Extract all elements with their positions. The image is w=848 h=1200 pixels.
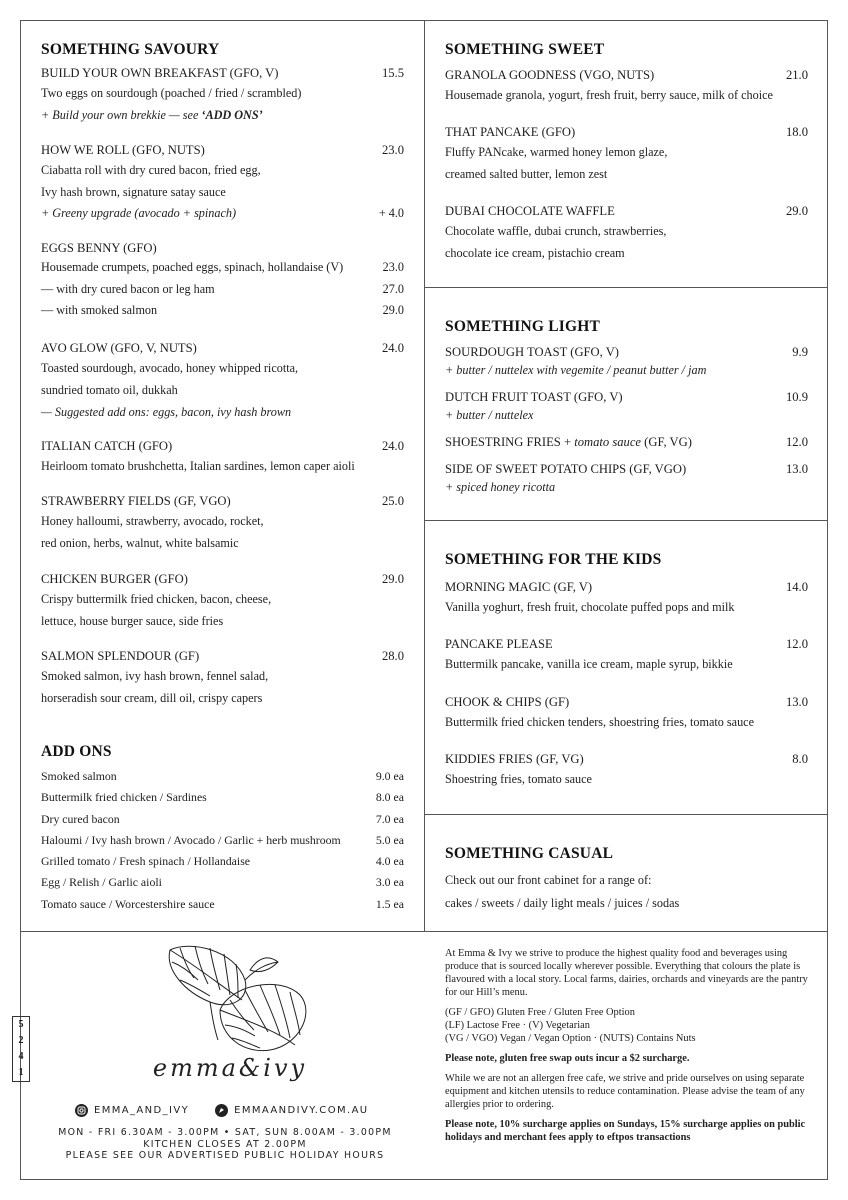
menu-item-build-breakfast [41, 65, 404, 126]
column-divider [424, 20, 425, 931]
menu-item-salmon-splendour [41, 648, 404, 709]
menu-item-how-we-roll [41, 142, 404, 225]
menu-item-dutch-fruit-toast [445, 389, 808, 425]
section-title-sweet: SOMETHING SWEET [445, 41, 605, 58]
website-link[interactable]: EMMAANDIVY.COM.AU [234, 1105, 369, 1116]
menu-item-sweet-potato-chips [445, 461, 808, 497]
item-price: 21.0 [785, 68, 808, 82]
item-name: HOW WE ROLL (GFO, NUTS) [41, 143, 205, 157]
item-price: 9.9 [792, 345, 808, 359]
item-description: Smoked salmon, ivy hash brown, fennel salad, [41, 669, 269, 683]
menu-item-shoestring-fries [445, 434, 808, 451]
item-description: lettuce, house burger sauce, side fries [41, 614, 224, 628]
item-description: Crispy buttermilk fried chicken, bacon, cheese, [41, 592, 272, 606]
item-name: EGGS BENNY (GFO) [41, 241, 157, 255]
item-price: 10.9 [785, 390, 808, 404]
menu-item-kiddies-fries [445, 751, 808, 790]
item-description: creamed salted butter, lemon zest [445, 167, 608, 181]
item-price: 12.0 [785, 435, 808, 449]
menu-item-chook-chips [445, 694, 808, 733]
surcharge-note: Please note, 10% surcharge applies on Sundays, 15% surcharge applies on public holidays and merchant fees apply to eftpos transactions [445, 1119, 806, 1143]
item-description: Ciabatta roll with dry cured bacon, fried egg, [41, 163, 261, 177]
item-price: 23.0 [381, 143, 404, 157]
menu-item-that-pancake [445, 124, 808, 185]
item-name: SOURDOUGH TOAST (GFO, V) [445, 345, 620, 359]
side-number-box: 5 2 4 1 [12, 1016, 30, 1082]
section-title-casual: SOMETHING CASUAL [445, 845, 614, 862]
section-title-savoury: SOMETHING SAVOURY [41, 41, 220, 58]
item-price: 15.5 [381, 66, 404, 80]
item-name: BUILD YOUR OWN BREAKFAST (GFO, V) [41, 66, 279, 80]
item-description: horseradish sour cream, dill oil, crispy capers [41, 691, 263, 705]
item-upgrade: + Greeny upgrade (avocado + spinach) + 4.0 [41, 206, 404, 220]
section-title-add-ons: ADD ONS [41, 743, 112, 760]
item-name: CHOOK & CHIPS (GF) [445, 695, 570, 709]
section-title-light: SOMETHING LIGHT [445, 318, 601, 335]
opening-hours [40, 1127, 410, 1162]
item-description: Shoestring fries, tomato sauce [445, 772, 592, 786]
casual-description: Check out our front cabinet for a range of: cakes / sweets / daily light meals / juices / sodas [445, 873, 680, 910]
item-name: ITALIAN CATCH (GFO) [41, 439, 173, 453]
item-description: Honey halloumi, strawberry, avocado, rocket, [41, 514, 264, 528]
menu-item-pancake-please [445, 636, 808, 675]
item-price: 13.0 [785, 695, 808, 709]
item-option: — with smoked salmon 29.0 [41, 303, 404, 317]
add-on-row: Haloumi / Ivy hash brown / Avocado / Garlic + herb mushroom 5.0 ea [41, 832, 404, 847]
item-description: Buttermilk pancake, vanilla ice cream, maple syrup, bikkie [445, 657, 733, 671]
item-description: Chocolate waffle, dubai crunch, strawberries, [445, 224, 667, 238]
brand-logo-text: emma&ivy [152, 1054, 308, 1082]
allergen-statement: While we are not an allergen free cafe, we strive and pride ourselves on using separate equipment and kitchen utensils to reduce contamination. Please advise the team of any allergies prior to ordering. [445, 1073, 805, 1110]
item-name: DUBAI CHOCOLATE WAFFLE [445, 204, 615, 218]
menu-item-dubai-waffle [445, 203, 808, 264]
item-price: 14.0 [785, 580, 808, 594]
menu-item-morning-magic [445, 579, 808, 618]
item-name: SIDE OF SWEET POTATO CHIPS (GF, VGO) [445, 462, 687, 476]
hours-line: KITCHEN CLOSES AT 2.00PM [143, 1138, 307, 1150]
item-description: Two eggs on sourdough (poached / fried / scrambled) [41, 86, 302, 100]
item-name: SHOESTRING FRIES + tomato sauce (GF, VG) [445, 435, 692, 449]
sourcing-statement: At Emma & Ivy we strive to produce the highest quality food and beverages using produce that is sourced locally wherever possible. Everything that colours the plate is flavoured with a local story. Local farms, dairies, orchards and vineyards are the pantry for our Hill’s menu. [445, 948, 808, 998]
instagram-handle[interactable]: EMMA_AND_IVY [94, 1105, 190, 1116]
divider-light-kids [424, 520, 828, 521]
item-name: PANCAKE PLEASE [445, 637, 553, 651]
menu-item-avo-glow [41, 340, 404, 423]
item-option: Housemade crumpets, poached eggs, spinach, hollandaise (V) 23.0 [41, 260, 404, 274]
item-note: + butter / nuttelex [445, 408, 534, 422]
menu-item-eggs-benny [41, 240, 404, 322]
leaf-logo-illustration [150, 940, 320, 1065]
item-description: red onion, herbs, walnut, white balsamic [41, 536, 239, 550]
item-price: 25.0 [381, 494, 404, 508]
menu-item-sourdough-toast [445, 344, 808, 380]
item-price: 24.0 [381, 341, 404, 355]
item-name: DUTCH FRUIT TOAST (GFO, V) [445, 390, 623, 404]
hours-line: PLEASE SEE OUR ADVERTISED PUBLIC HOLIDAY HOURS [65, 1150, 385, 1161]
item-description: chocolate ice cream, pistachio cream [445, 246, 625, 260]
website-icon [215, 1104, 228, 1117]
item-price: 29.0 [785, 204, 808, 218]
footer-info [445, 947, 815, 1151]
item-name: GRANOLA GOODNESS (VGO, NUTS) [445, 68, 655, 82]
item-description: Housemade granola, yogurt, fresh fruit, berry sauce, milk of choice [445, 88, 773, 102]
add-on-row: Grilled tomato / Fresh spinach / Hollandaise 4.0 ea [41, 854, 404, 869]
item-name: MORNING MAGIC (GF, V) [445, 580, 593, 594]
menu-item-granola [445, 67, 808, 106]
item-price: 28.0 [381, 649, 404, 663]
item-description: Buttermilk fried chicken tenders, shoestring fries, tomato sauce [445, 715, 754, 729]
divider-sweet-light [424, 287, 828, 288]
menu-item-chicken-burger [41, 571, 404, 632]
add-on-row: Buttermilk fried chicken / Sardines 8.0 ea [41, 790, 404, 805]
item-price: 13.0 [785, 462, 808, 476]
add-on-row: Tomato sauce / Worcestershire sauce 1.5 ea [41, 896, 404, 911]
item-description: Ivy hash brown, signature satay sauce [41, 185, 226, 199]
item-name: STRAWBERRY FIELDS (GF, VGO) [41, 494, 231, 508]
footer-divider [20, 931, 828, 932]
add-on-row: Smoked salmon 9.0 ea [41, 769, 404, 783]
add-on-row: Egg / Relish / Garlic aioli 3.0 ea [41, 875, 404, 890]
add-ons-list [41, 766, 404, 915]
item-description: Fluffy PANcake, warmed honey lemon glaze, [445, 145, 668, 159]
social-links [75, 1104, 369, 1117]
item-price: 8.0 [792, 752, 808, 766]
item-note: + Build your own brekkie — see ‘ADD ONS’ [41, 108, 263, 122]
instagram-icon [75, 1104, 88, 1117]
item-name: SALMON SPLENDOUR (GF) [41, 649, 200, 663]
item-name: AVO GLOW (GFO, V, NUTS) [41, 341, 197, 355]
item-description: Toasted sourdough, avocado, honey whipped ricotta, [41, 361, 299, 375]
add-on-row: Dry cured bacon 7.0 ea [41, 811, 404, 826]
dietary-key: (GF / GFO) Gluten Free / Gluten Free Option (LF) Lactose Free · (V) Vegetarian (VG / VGO) Vegan / Vegan Option · (NUTS) Contains Nuts [445, 1007, 696, 1044]
item-price: 29.0 [381, 572, 404, 586]
divider-kids-casual [424, 814, 828, 815]
item-description: sundried tomato oil, dukkah [41, 383, 178, 397]
item-price: 12.0 [785, 637, 808, 651]
section-title-kids: SOMETHING FOR THE KIDS [445, 551, 662, 568]
item-name: KIDDIES FRIES (GF, VG) [445, 752, 584, 766]
menu-item-strawberry-fields [41, 493, 404, 554]
item-description: Vanilla yoghurt, fresh fruit, chocolate puffed pops and milk [445, 600, 735, 614]
gluten-free-note: Please note, gluten free swap outs incur a $2 surcharge. [445, 1053, 690, 1064]
item-description: Heirloom tomato brushchetta, Italian sardines, lemon caper aioli [41, 459, 355, 473]
item-price: 24.0 [381, 439, 404, 453]
item-name: THAT PANCAKE (GFO) [445, 125, 576, 139]
item-note: — Suggested add ons: eggs, bacon, ivy hash brown [41, 405, 292, 419]
item-note: + butter / nuttelex with vegemite / peanut butter / jam [445, 363, 707, 377]
item-price: 18.0 [785, 125, 808, 139]
menu-item-italian-catch [41, 438, 404, 477]
item-note: + spiced honey ricotta [445, 480, 556, 494]
hours-line: MON - FRI 6.30AM - 3.00PM • SAT, SUN 8.00AM - 3.00PM [58, 1127, 392, 1138]
item-name: CHICKEN BURGER (GFO) [41, 572, 188, 586]
item-option: — with dry cured bacon or leg ham 27.0 [41, 281, 404, 296]
